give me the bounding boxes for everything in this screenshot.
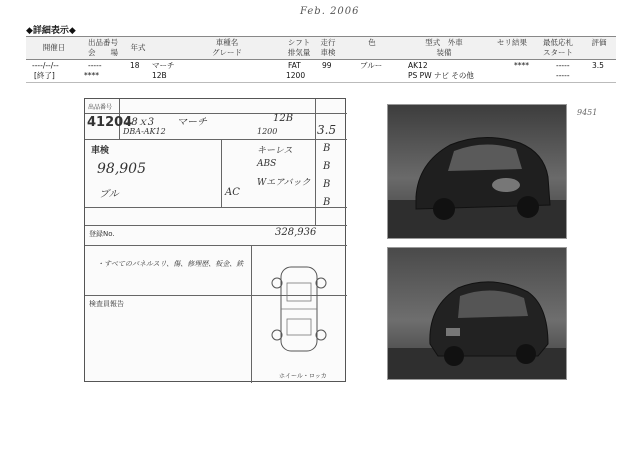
sheet-registration-label: 登録No.	[89, 230, 115, 238]
sheet-inspection-label: 車検	[91, 146, 110, 156]
header-equipment: 装備	[436, 48, 452, 57]
sheet-equip-2: ABS	[257, 159, 277, 169]
cell-shift: FAT	[288, 61, 301, 70]
header-start: スタート	[543, 48, 573, 57]
sheet-grade: 12B	[273, 113, 294, 124]
cell-lot: -----	[88, 61, 102, 70]
header-color: 色	[368, 38, 376, 47]
header-date: 開催日	[42, 43, 66, 52]
sheet-line	[85, 207, 347, 208]
sheet-type: DBA-AK12	[123, 127, 166, 136]
sheet-lot-number: 41204	[87, 115, 133, 130]
header-result: セリ結果	[497, 38, 527, 47]
car-front-icon	[388, 105, 567, 239]
cell-model: マーチ	[152, 61, 175, 70]
sheet-line	[85, 139, 347, 140]
cell-start: -----	[556, 71, 570, 80]
auction-sheet-image[interactable]	[84, 98, 346, 382]
sheet-footer-note: ホイール・ロッカ	[279, 373, 327, 380]
car-diagram-icon	[257, 249, 341, 369]
cell-color: ブルー	[360, 61, 383, 70]
sheet-mark-2: B	[323, 161, 331, 172]
results-table-header	[26, 36, 616, 60]
car-photo-front[interactable]	[387, 104, 567, 239]
sheet-line	[221, 139, 222, 207]
sheet-notes: ・すべてのパネルスリ、傷、修理歴、板金、鉄	[97, 260, 244, 268]
sheet-inspector-label: 検査員報告	[89, 300, 124, 308]
header-inspection: 車検	[320, 48, 336, 57]
header-lot: 出品番号	[88, 38, 118, 47]
header-model: 車種名	[215, 38, 239, 47]
sheet-mark-3: B	[323, 179, 331, 190]
header-grade: グレード	[212, 48, 242, 57]
sheet-line	[85, 245, 347, 246]
cell-min-bid: -----	[556, 61, 570, 70]
header-min-bid: 最低応札	[543, 38, 573, 47]
sheet-line	[251, 245, 252, 383]
header-venue: 会 場	[88, 48, 118, 57]
side-mark: 9451	[577, 108, 598, 117]
cell-score: 3.5	[592, 61, 604, 70]
header-type: 型式 外車	[425, 38, 463, 47]
sheet-cc: 1200	[257, 127, 278, 136]
cell-year: 18	[130, 61, 140, 70]
sheet-odometer: 328,936	[275, 227, 317, 238]
cell-type: AK12	[408, 61, 428, 70]
cell-displacement: 1200	[286, 71, 306, 80]
cell-venue: ****	[84, 71, 99, 80]
annotation-date: Feb. 2006	[300, 6, 360, 17]
results-row-second-line	[26, 71, 616, 82]
sheet-mark-4: B	[323, 197, 331, 208]
cell-equipment: PS PW ナビ その他	[408, 71, 474, 80]
sheet-model: マーチ	[177, 117, 207, 128]
sheet-ac: AC	[225, 187, 240, 198]
row-divider	[26, 82, 616, 83]
cell-date: ----/--/--	[32, 61, 59, 70]
sheet-line	[315, 99, 316, 225]
cell-mileage: 99	[322, 61, 332, 70]
header-mileage: 走行	[320, 38, 336, 47]
cell-grade: 12B	[152, 71, 167, 80]
sheet-equip-3: Wエアバック	[257, 178, 311, 188]
sheet-mileage: 98,905	[97, 161, 146, 177]
sheet-line	[85, 225, 347, 226]
car-rear-icon	[388, 248, 567, 380]
header-shift: シフト	[287, 38, 311, 47]
cell-result: ****	[514, 61, 529, 70]
cell-status[interactable]: [終了]	[34, 71, 55, 80]
header-year: 年式	[130, 43, 146, 52]
sheet-equip-1: キーレス	[257, 146, 293, 156]
sheet-score: 3.5	[317, 123, 337, 137]
sheet-lot-label: 出品番号	[88, 104, 113, 111]
header-score: 評価	[591, 38, 607, 47]
detail-section-title: ◆詳細表示◆	[26, 25, 76, 36]
car-photo-rear[interactable]	[387, 247, 567, 380]
sheet-mark-1: B	[323, 143, 331, 154]
sheet-color: ブル	[99, 189, 119, 200]
sheet-year: 18ｘ3	[125, 117, 155, 128]
header-displacement: 排気量	[287, 48, 311, 57]
